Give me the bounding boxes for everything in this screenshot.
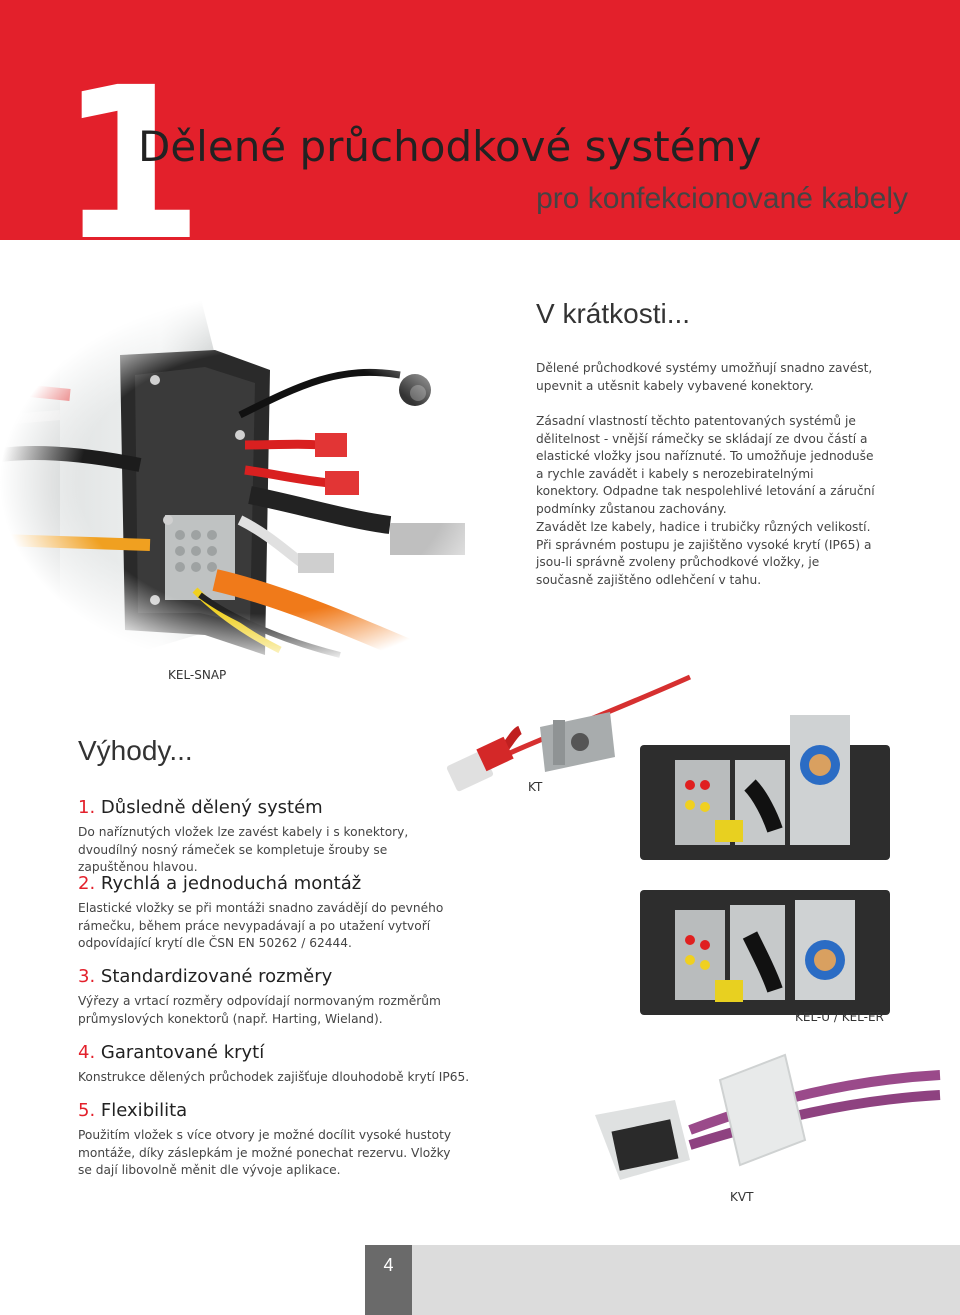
caption-kt: KT: [528, 780, 543, 794]
footer-bar: [412, 1245, 960, 1315]
advantage-4-title: 4. Garantované krytí: [78, 1042, 265, 1063]
advantage-4-text: Konstrukce dělených průchodek zajišťuje dlouhodobě krytí IP65.: [78, 1070, 470, 1084]
page-number-tab: [365, 1245, 412, 1315]
summary-paragraph-2: Zásadní vlastností těchto patentovaných systémů je dělitelnost - vnější rámečky se skládají ze dvou částí a elastické vložky jsou naříznuté. To umožňuje jednoduše a rychle zavádět i kabely s nerozebiratelnými konektory. Odpadne tak nespolehlivé letování a záruční podmínky zůstanou zachovány.: [536, 414, 875, 516]
kel-snap-photo: [0, 295, 530, 670]
chapter-header: [0, 0, 960, 240]
advantage-2-title: 2. Rychlá a jednoduchá montáž: [78, 873, 362, 894]
page-number: 4: [383, 1255, 394, 1275]
advantage-2-text: Elastické vložky se při montáži snadno zavádějí do pevného rámečku, během práce nevypadávají a po utažení vytvoří odpovídající krytí dle ČSN EN 50262 / 62444.: [78, 901, 444, 951]
page-subtitle: pro konfekcionované kabely: [536, 182, 908, 215]
summary-paragraph-1: Dělené průchodkové systémy umožňují snadno zavést, upevnit a utěsnit kabely vybavené konektory.: [536, 361, 873, 393]
advantage-1-title: 1. Důsledně dělený systém: [78, 797, 323, 818]
kvt-photo: [590, 1040, 945, 1190]
advantage-5-text: Použitím vložek s více otvory je možné docílit vysoké hustoty montáže, díky záslepkám je možné ponechat rezervu. Vložky se dají libovolně měnit dle vývoje aplikace.: [78, 1128, 452, 1178]
advantage-1-text: Do naříznutých vložek lze zavést kabely i s konektory, dvoudílný nosný rámeček se kompletuje šrouby se zapuštěnou hlavou.: [78, 825, 409, 875]
advantage-3-title: 3. Standardizované rozměry: [78, 966, 333, 987]
advantage-5-title: 5. Flexibilita: [78, 1100, 188, 1121]
caption-kel-u-kel-er: KEL-U / KEL-ER: [795, 1010, 884, 1024]
chapter-number: 1: [58, 42, 195, 240]
page-title: Dělené průchodkové systémy: [138, 122, 762, 171]
caption-kvt: KVT: [730, 1190, 754, 1204]
kel-u-photo: [635, 715, 895, 1025]
caption-kel-snap: KEL-SNAP: [168, 668, 227, 682]
summary-paragraph-3: Zavádět lze kabely, hadice i trubičky různých velikostí. Při správném postupu je zajištěno vysoké krytí (IP65) a jsou-li správně zvoleny průchodkové vložky, je současně zajištěno odlehčení v tahu.: [536, 520, 872, 587]
summary-heading: V krátkosti...: [536, 298, 691, 329]
advantages-heading: Výhody...: [78, 735, 193, 766]
advantage-3-text: Výřezy a vrtací rozměry odpovídají normovaným rozměrům průmyslových konektorů (např. Harting, Wieland).: [78, 994, 441, 1026]
